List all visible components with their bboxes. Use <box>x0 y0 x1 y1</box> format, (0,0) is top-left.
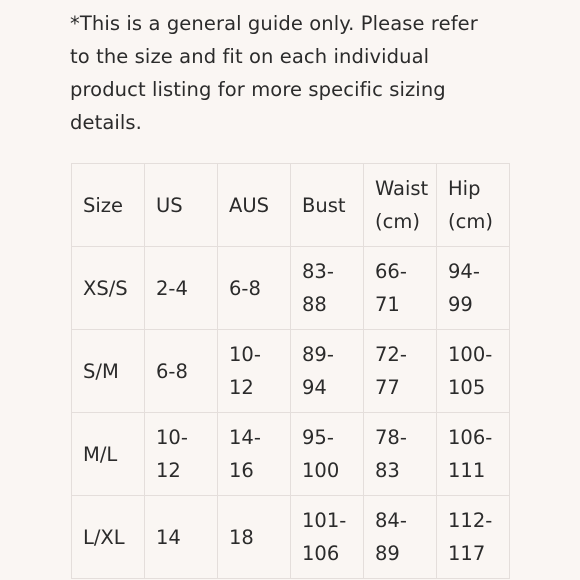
cell-line: 72- <box>375 343 407 366</box>
cell-line: Waist <box>375 177 429 200</box>
cell-line: 71 <box>375 293 400 316</box>
table-header-row <box>72 164 510 247</box>
cell-line: Bust <box>302 193 346 217</box>
header-us <box>145 164 218 247</box>
cell-line: 95- <box>302 426 334 449</box>
cell-line: 16 <box>229 459 254 482</box>
cell-line: 66- <box>375 260 407 283</box>
cell-line: 94 <box>302 376 327 399</box>
cell-line: 101- <box>302 509 347 532</box>
cell-line: 12 <box>229 376 254 399</box>
cell-line: S/M <box>83 359 119 383</box>
sizing-note-line: *This is a general guide only. Please refer <box>70 12 478 35</box>
cell-line: 14 <box>156 525 181 549</box>
cell-hip <box>437 330 510 413</box>
sizing-note-line: details. <box>70 111 142 134</box>
cell-line: 94- <box>448 260 480 283</box>
cell-line: 88 <box>302 293 327 316</box>
cell-line: 14- <box>229 426 261 449</box>
cell-line: 77 <box>375 376 400 399</box>
header-waist <box>364 164 437 247</box>
cell-line: 83- <box>302 260 334 283</box>
cell-size <box>72 413 145 496</box>
cell-hip <box>437 247 510 330</box>
table-row <box>72 413 510 496</box>
cell-bust <box>291 413 364 496</box>
header-aus <box>218 164 291 247</box>
cell-bust <box>291 247 364 330</box>
cell-line: 10- <box>156 426 188 449</box>
cell-line: 106- <box>448 426 493 449</box>
sizing-note-line: to the size and fit on each individual <box>70 45 430 68</box>
cell-us <box>145 496 218 579</box>
cell-waist <box>364 330 437 413</box>
cell-line: M/L <box>83 442 118 466</box>
cell-line: (cm) <box>448 210 493 233</box>
cell-aus <box>218 330 291 413</box>
cell-line: 112- <box>448 509 493 532</box>
cell-line: 12 <box>156 459 181 482</box>
cell-size <box>72 330 145 413</box>
cell-line: 83 <box>375 459 400 482</box>
cell-size <box>72 496 145 579</box>
table-row <box>72 496 510 579</box>
cell-line: 100 <box>302 459 340 482</box>
cell-line: 89 <box>375 542 400 565</box>
cell-line: Size <box>83 193 124 217</box>
cell-line: 6-8 <box>229 276 261 300</box>
cell-waist <box>364 247 437 330</box>
table-row <box>72 330 510 413</box>
header-size <box>72 164 145 247</box>
header-hip <box>437 164 510 247</box>
cell-line: 78- <box>375 426 407 449</box>
cell-line: 99 <box>448 293 473 316</box>
cell-us <box>145 247 218 330</box>
cell-line: US <box>156 193 183 217</box>
cell-bust <box>291 496 364 579</box>
cell-hip <box>437 413 510 496</box>
cell-aus <box>218 247 291 330</box>
table-row <box>72 247 510 330</box>
cell-aus <box>218 496 291 579</box>
cell-line: 6-8 <box>156 359 188 383</box>
cell-waist <box>364 413 437 496</box>
cell-line: AUS <box>229 193 269 217</box>
cell-line: 10- <box>229 343 261 366</box>
cell-line: 2-4 <box>156 276 188 300</box>
cell-bust <box>291 330 364 413</box>
size-chart-table <box>71 163 510 579</box>
cell-waist <box>364 496 437 579</box>
cell-line: 105 <box>448 376 486 399</box>
cell-line: 117 <box>448 542 486 565</box>
sizing-note <box>70 7 550 139</box>
cell-line: 106 <box>302 542 340 565</box>
cell-line: 18 <box>229 525 254 549</box>
sizing-note-line: product listing for more specific sizing <box>70 78 446 101</box>
cell-us <box>145 413 218 496</box>
cell-size <box>72 247 145 330</box>
cell-line: 84- <box>375 509 407 532</box>
cell-us <box>145 330 218 413</box>
cell-line: L/XL <box>83 525 125 549</box>
cell-line: (cm) <box>375 210 420 233</box>
header-bust <box>291 164 364 247</box>
cell-line: Hip <box>448 177 481 200</box>
cell-hip <box>437 496 510 579</box>
cell-aus <box>218 413 291 496</box>
cell-line: 89- <box>302 343 334 366</box>
cell-line: 111 <box>448 459 486 482</box>
cell-line: 100- <box>448 343 493 366</box>
cell-line: XS/S <box>83 276 128 300</box>
